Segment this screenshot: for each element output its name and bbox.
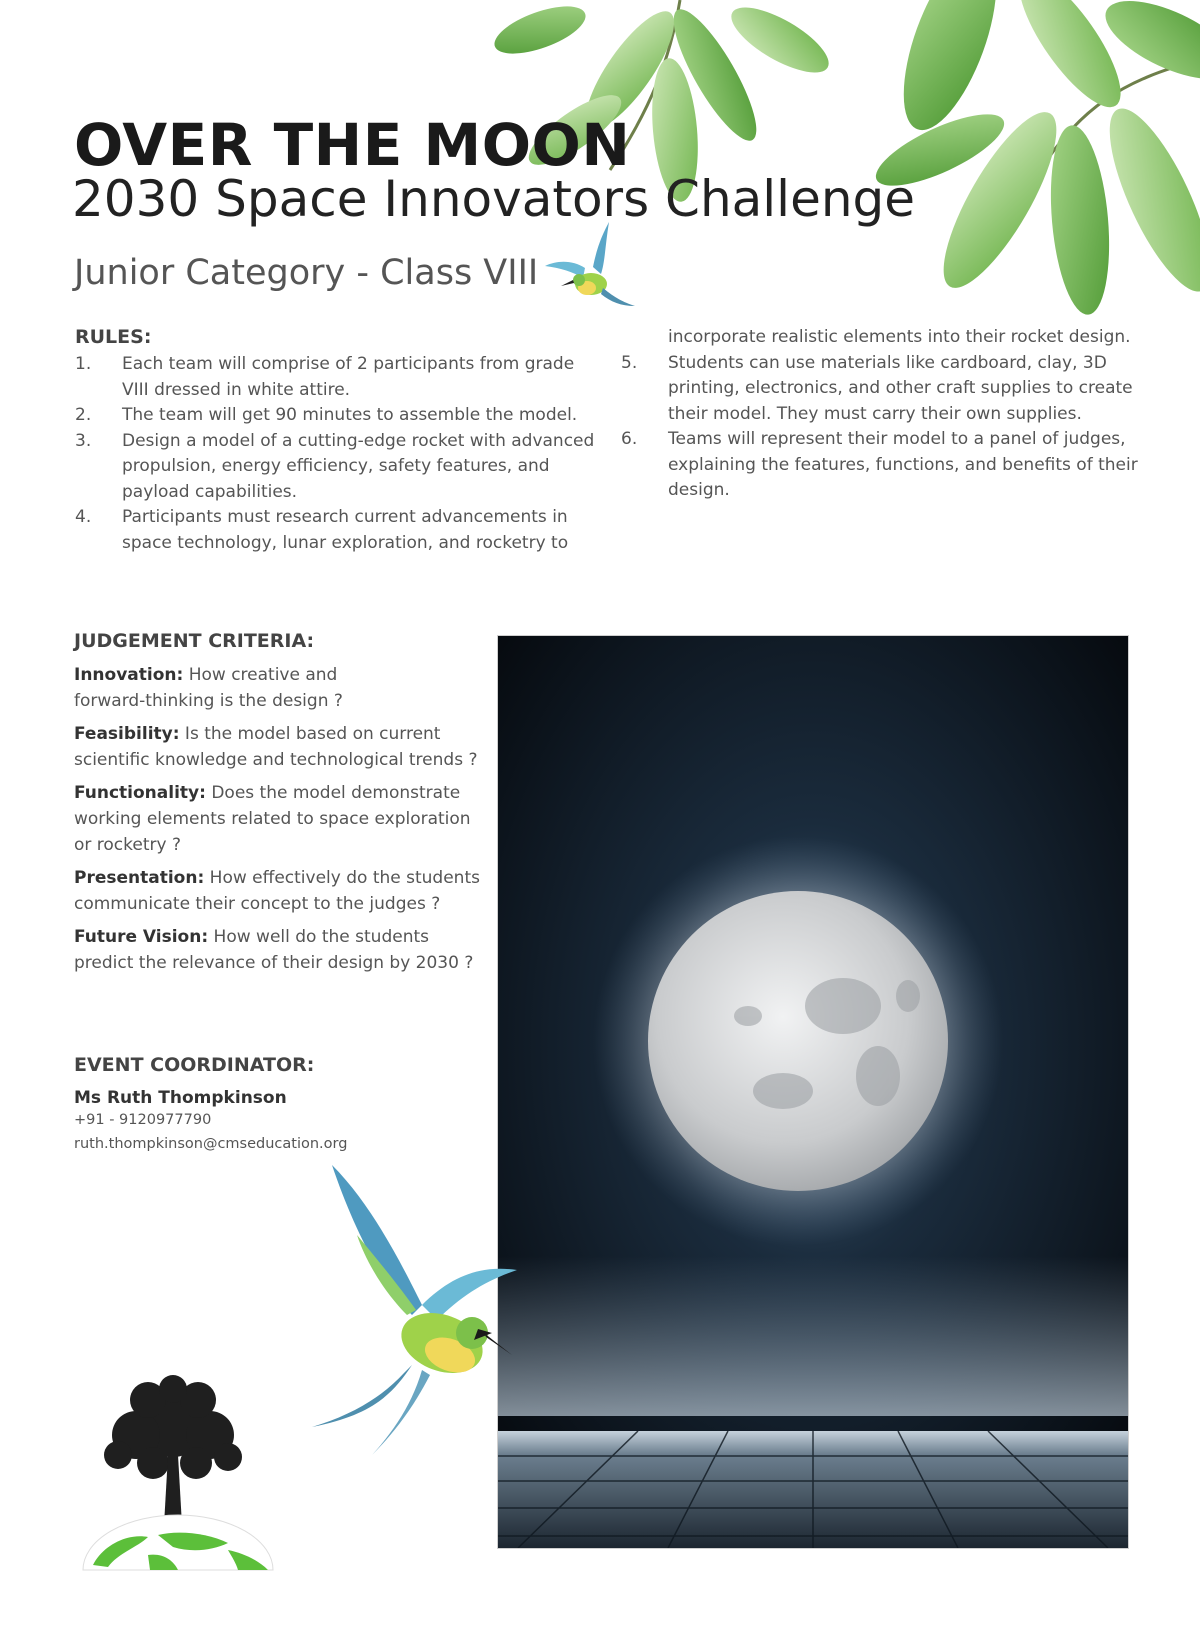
criteria-item: Feasibility: Is the model based on current scientific knowledge and technological trends ? [74, 724, 478, 770]
rule-item [621, 351, 1181, 428]
coordinator-name: Ms Ruth Thompkinson [74, 1088, 287, 1108]
rule-number: 4. [75, 507, 92, 527]
rule-text: Participants must research current advancements in [122, 507, 568, 527]
rule-number: 6. [621, 429, 638, 449]
rule-text: Design a model of a cutting-edge rocket with advanced [122, 430, 595, 451]
poster-subtitle: 2030 Space Innovators Challenge [72, 170, 916, 228]
rule-item [621, 427, 1181, 504]
moon-night-scene [498, 636, 1128, 1548]
criteria-item: Presentation: How effectively do the students communicate their concept to the judges ? [74, 868, 480, 914]
rule-text: VIII dressed in white attire. [122, 379, 351, 400]
rule-number: 2. [75, 405, 92, 425]
coordinator-heading: EVENT COORDINATOR: [74, 1054, 315, 1076]
criteria-label: Functionality: [74, 783, 206, 803]
rule-text: explaining the features, functions, and benefits of their [668, 454, 1138, 475]
criteria-heading: JUDGEMENT CRITERIA: [74, 630, 315, 652]
rule-text: their model. They must carry their own supplies. [668, 403, 1082, 424]
coordinator-phone: +91 - 9120977790 [74, 1112, 212, 1128]
rule-text: design. [668, 480, 730, 500]
category-label: Junior Category - Class VIII [74, 253, 539, 293]
rules-section [75, 326, 595, 556]
criteria-label: Innovation: [74, 665, 184, 685]
criteria-label: Presentation: [74, 868, 205, 888]
rule-text: incorporate realistic elements into their rocket design. [668, 327, 1131, 347]
tree-globe-logo [78, 1375, 278, 1575]
rule-text: payload capabilities. [122, 481, 298, 502]
rules-section-continued [621, 325, 1181, 504]
rule-number: 3. [75, 430, 92, 451]
rules-heading: RULES: [75, 326, 152, 348]
rule-text: Each team will comprise of 2 participants from grade [122, 354, 575, 374]
rule-text: space technology, lunar exploration, and rocketry to [122, 532, 569, 553]
rule-item [75, 429, 595, 506]
rule-text: Teams will represent their model to a panel of judges, [668, 429, 1126, 449]
branch-right [867, 0, 1200, 317]
rule-number: 5. [621, 352, 638, 373]
criteria-section [74, 630, 494, 983]
coordinator-email: ruth.thompkinson@cmseducation.org [74, 1136, 348, 1152]
rule-text: propulsion, energy efficiency, safety features, and [122, 456, 550, 476]
rule-item [75, 505, 595, 556]
rule-text: Students can use materials like cardboard, clay, 3D [668, 352, 1107, 373]
rule-text: The team will get 90 minutes to assemble the model. [122, 405, 578, 425]
small-bird-illustration [543, 222, 635, 322]
rule-text: printing, electronics, and other craft supplies to create [668, 378, 1133, 398]
rule-number: 1. [75, 354, 92, 374]
poster-title: OVER THE MOON [74, 111, 631, 179]
rule-item [75, 403, 595, 429]
coordinator-section [74, 1054, 474, 1156]
flying-bird-illustration [312, 1165, 532, 1455]
rule-item [75, 352, 595, 403]
criteria-label: Feasibility: [74, 724, 180, 744]
criteria-item: Innovation: How creative and forward-thinking is the design ? [74, 665, 343, 711]
criteria-item: Future Vision: How well do the students predict the relevance of their design by 2030 ? [74, 927, 474, 973]
criteria-label: Future Vision: [74, 927, 209, 947]
moon-photo [497, 635, 1129, 1549]
criteria-item: Functionality: Does the model demonstrate working elements related to space exploration or rocketry ? [74, 783, 471, 855]
